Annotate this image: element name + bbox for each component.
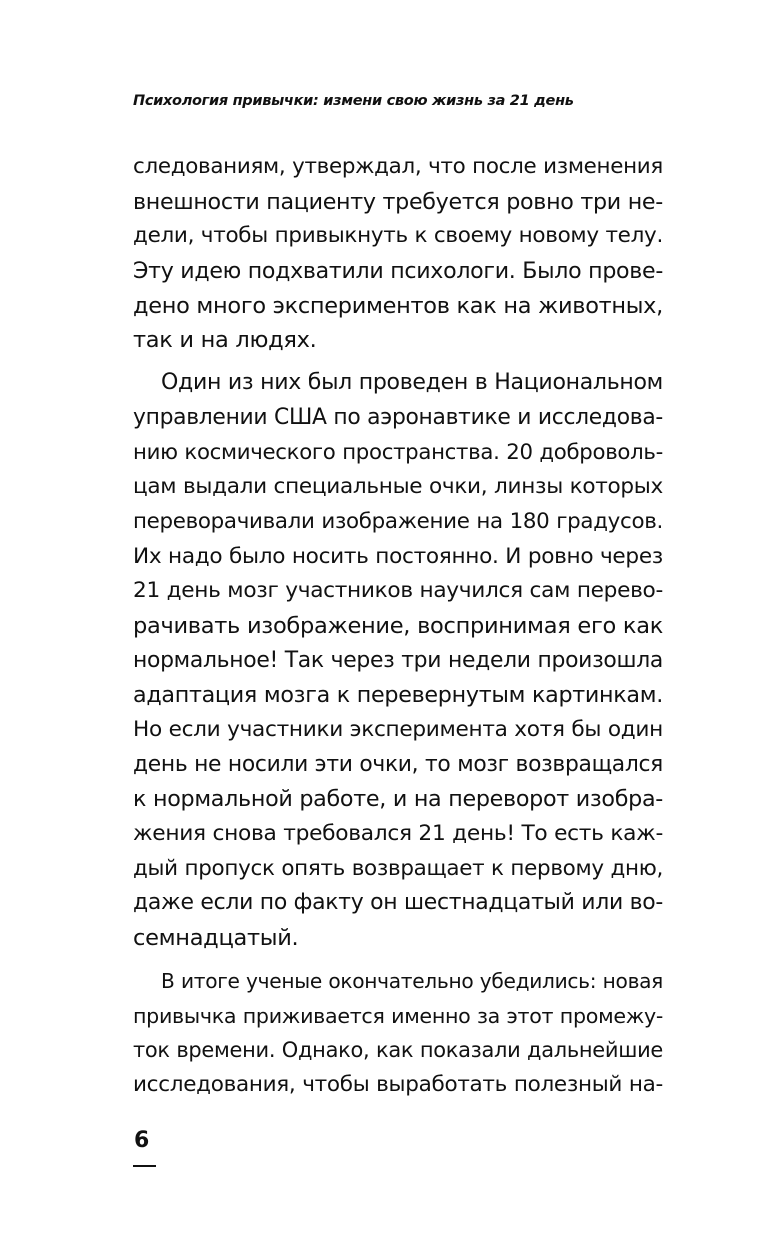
text-line: жения снова требовался 21 день! То есть каж- xyxy=(133,821,663,847)
text-line: управлении США по аэронавтике и исследова- xyxy=(133,404,663,430)
text-line: нию космического пространства. 20 доброволь- xyxy=(133,439,663,465)
text-line: день не носили эти очки, то мозг возвращался xyxy=(133,751,663,777)
text-line: 21 день мозг участников научился сам перево- xyxy=(133,578,663,604)
text-line: ток времени. Однако, как показали дальнейшие xyxy=(133,1038,663,1063)
paragraph-1 xyxy=(133,150,663,358)
text-line: семнадцатый. xyxy=(133,925,299,952)
text-line: дели, чтобы привыкнуть к своему новому телу. xyxy=(133,223,663,249)
text-line: нормальное! Так через три недели произошла xyxy=(133,647,663,673)
text-line: следованиям, утверждал, что после изменения xyxy=(133,154,663,179)
running-head: Психология привычки: измени свою жизнь за 21 день xyxy=(133,93,574,109)
text-line: исследования, чтобы выработать полезный на- xyxy=(133,1071,663,1097)
text-line: Один из них был проведен в Национальном xyxy=(161,370,663,396)
text-line: адаптация мозга к перевернутым картинкам. xyxy=(133,682,663,709)
text-line: внешности пациенту требуется ровно три не- xyxy=(133,188,663,215)
page-number-rule xyxy=(133,1165,156,1167)
text-line: цам выдали специальные очки, линзы которых xyxy=(133,474,663,500)
text-line: В итоге ученые окончательно убедились: новая xyxy=(161,968,663,993)
text-line: дый пропуск опять возвращает к первому дню, xyxy=(133,855,663,881)
paragraph-2 xyxy=(133,366,663,956)
text-line: переворачивали изображение на 180 градусов. xyxy=(133,508,663,534)
text-line: Эту идею подхватили психологи. Было прове- xyxy=(133,258,663,285)
text-line: Но если участники эксперимента хотя бы один xyxy=(133,717,663,742)
body-text xyxy=(133,150,663,1103)
text-line: привычка приживается именно за этот промежу- xyxy=(133,1003,663,1028)
page-number: 6 xyxy=(134,1128,150,1153)
text-line: Их надо было носить постоянно. И ровно через xyxy=(133,543,663,569)
text-line: даже если по факту он шестнадцатый или во- xyxy=(133,890,663,916)
text-line: так и на людях. xyxy=(133,327,317,354)
text-line: рачивать изображение, воспринимая его как xyxy=(133,612,663,639)
text-line: дено много экспериментов как на животных, xyxy=(133,292,663,319)
paragraph-3 xyxy=(133,964,663,1103)
text-line: к нормальной работе, и на переворот изобра- xyxy=(133,786,663,813)
